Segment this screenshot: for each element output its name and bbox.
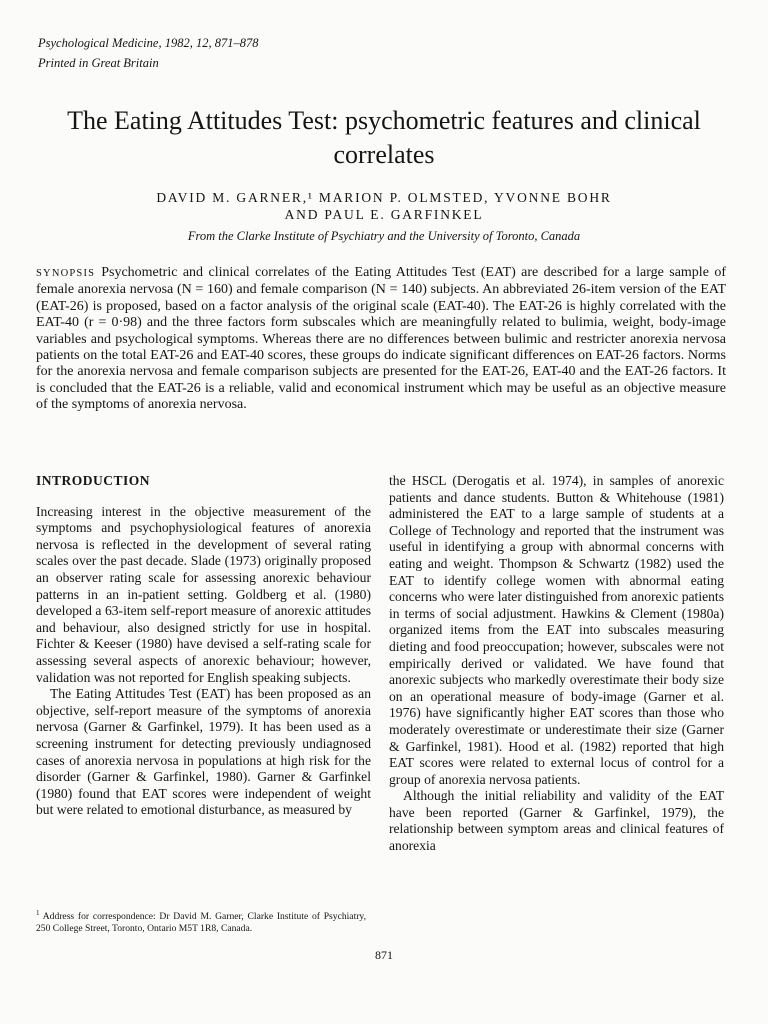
section-heading-introduction: INTRODUCTION	[36, 473, 151, 488]
page-number: 871	[375, 948, 393, 962]
journal-citation: Psychological Medicine, 1982, 12, 871–878	[38, 36, 259, 50]
paper-title: The Eating Attitudes Test: psychometric features and clinical correlates	[67, 106, 701, 169]
right-column	[389, 473, 724, 855]
author-list	[30, 189, 738, 223]
intro-paragraph-4: Although the initial reliability and validity of the EAT have been reported (Garner & Garfinkel, 1979), the relationship between symptom areas and clinical features of anorexia	[389, 788, 724, 854]
printed-in-note: Printed in Great Britain	[38, 56, 159, 70]
authors-line-1: DAVID M. GARNER,¹ MARION P. OLMSTED, YVONNE BOHR	[156, 190, 612, 205]
footnote	[36, 908, 366, 934]
abstract	[36, 265, 726, 414]
footnote-marker: 1	[36, 909, 40, 917]
intro-paragraph-2: The Eating Attitudes Test (EAT) has been proposed as an objective, self-report measure of the symptoms of anorexia nervosa (Garner & Garfinkel, 1979). It has been used as a screening instrument for detecting previously undiagnosed cases of anorexia nervosa in populations at high risk for the disorder (Garner & Garfinkel, 1980). Garner & Garfinkel (1980) found that EAT scores were independent of weight but were related to emotional disturbance, as measured by	[36, 686, 371, 818]
footnote-text: Address for correspondence: Dr David M. Garner, Clarke Institute of Psychiatry, 250 College Street, Toronto, Ontario M5T 1R8, Canada.	[36, 911, 366, 934]
authors-line-2: AND PAUL E. GARFINKEL	[284, 207, 484, 222]
synopsis-label: SYNOPSIS	[36, 268, 96, 279]
intro-paragraph-3: the HSCL (Derogatis et al. 1974), in samples of anorexic patients and dance students. Button & Whitehouse (1981) administered the EAT to a large sample of students at a College of Technology and reported that the instrument was useful in identifying a group with abnormal concerns with eating and weight. Thompson & Schwartz (1982) used the EAT to identify college women with abnormal eating concerns who were later distinguished from anorexic patients in terms of social adjustment. Hawkins & Clement (1980a) organized items from the EAT into subscales measuring dieting and food preoccupation; however, subscales were not empirically derived or validated. We have found that anorexic subjects who markedly overestimate their body size on an operational measure of body-image (Garner et al. 1976) have significantly higher EAT scores than those who moderately overestimate or underestimate their size (Garner & Garfinkel, 1981). Hood et al. (1982) reported that high EAT scores were related to external locus of control for a group of anorexia nervosa patients.	[389, 473, 724, 787]
affiliation: From the Clarke Institute of Psychiatry and the University of Toronto, Canada	[187, 229, 581, 243]
left-column	[36, 473, 371, 819]
abstract-text: Psychometric and clinical correlates of the Eating Attitudes Test (EAT) are described for a large sample of female anorexia nervosa (N = 160) and female comparison (N = 140) subjects. An abbreviated 26-item version of the EAT (EAT-26) is proposed, based on a factor analysis of the original scale (EAT-40). The EAT-26 is highly correlated with the EAT-40 (r = 0·98) and the three factors form subscales which are meaningfully related to bulimia, weight, body-image variables and psychological symptoms. Whereas there are no differences between bulimic and restricter anorexia nervosa patients on the total EAT-26 and EAT-40 scores, these groups do indicate significant differences on EAT-26 factors. Norms for the anorexia nervosa and female comparison subjects are presented for the EAT-26, EAT-40 and the EAT-26 factors. It is concluded that the EAT-26 is a reliable, valid and economical instrument which may be useful as an objective measure of the symptoms of anorexia nervosa.	[36, 265, 726, 413]
intro-paragraph-1: Increasing interest in the objective measurement of the symptoms and psychophysiological features of anorexia nervosa is reflected in the development of several rating scales over the past decade. Slade (1973) originally proposed an observer rating scale for assessing anorexic behaviour patterns in an in-patient setting. Goldberg et al. (1980) developed a 63-item self-report measure of anorexic attitudes and behaviour, also designed strictly for use in hospital. Fichter & Keeser (1980) have devised a self-rating scale for assessing several aspects of anorexic behaviour; however, validation was not reported for English speaking subjects.	[36, 503, 371, 685]
